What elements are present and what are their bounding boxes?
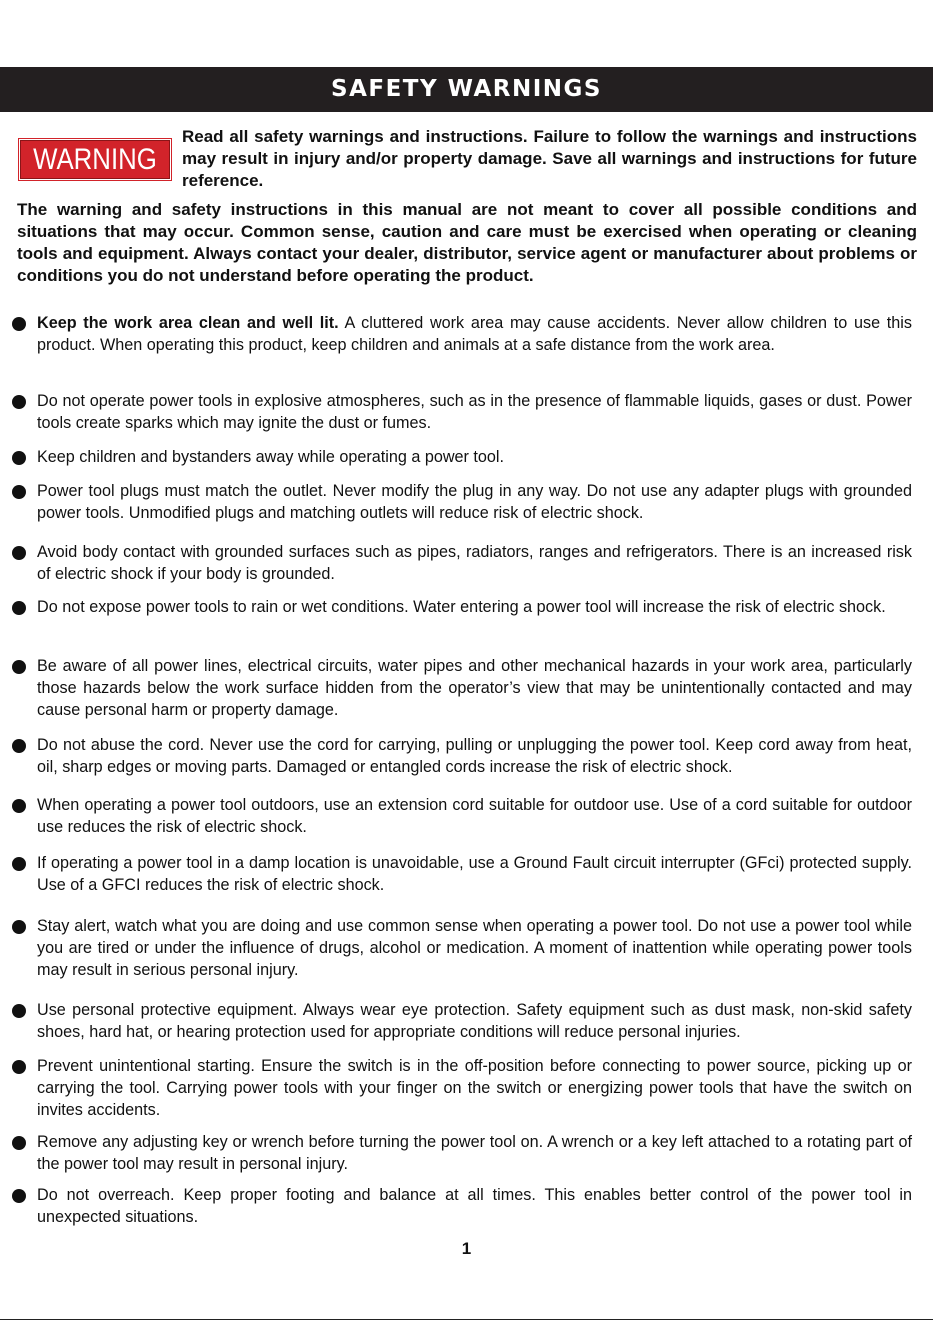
bullet-icon	[12, 739, 26, 753]
list-item-text	[37, 446, 912, 468]
list-item-body: Stay alert, watch what you are doing and use common sense when operating a power tool. Do not use a power tool while you are tired or under the influence of drugs, alcohol or medication. A moment of inattention while operating power tools may result in serious personal injury.	[37, 917, 912, 979]
list-item-body: When operating a power tool outdoors, use an extension cord suitable for outdoor use. Use of a cord suitable for outdoor use reduces the risk of electric shock.	[37, 796, 912, 836]
list-item-text	[37, 915, 912, 981]
list-item-body: Use personal protective equipment. Always wear eye protection. Safety equipment such as dust mask, non-skid safety shoes, hard hat, or hearing protection used for appropriate conditions will reduce personal injuries.	[37, 1001, 912, 1041]
list-item-text	[37, 596, 912, 618]
list-item-text	[37, 480, 912, 524]
list-item-body: Be aware of all power lines, electrical circuits, water pipes and other mechanical hazards in your work area, particularly those hazards below the work surface hidden from the operator’s view that may be unintentionally contacted and may cause personal harm or property damage.	[37, 657, 912, 719]
bullet-icon	[12, 317, 26, 331]
intro-text: Read all safety warnings and instructions. Failure to follow the warnings and instructions may result in injury and/or property damage. Save all warnings and instructions for future reference.	[182, 127, 917, 190]
list-item-body: Do not overreach. Keep proper footing and balance at all times. This enables better control of the power tool in unexpected situations.	[37, 1186, 912, 1226]
list-item-text	[37, 852, 912, 896]
page-number: 1	[461, 1239, 472, 1258]
list-item-lead: Keep the work area clean and well lit.	[37, 314, 339, 332]
list-item-text	[37, 655, 912, 721]
list-item-body: Prevent unintentional starting. Ensure the switch is in the off-position before connecting to power source, picking up or carrying the tool. Carrying power tools with your finger on the switch or energizing power tools that have the switch on invites accidents.	[37, 1057, 912, 1119]
bullet-icon	[12, 1060, 26, 1074]
list-item-text	[37, 1055, 912, 1121]
list-item-body: Do not expose power tools to rain or wet conditions. Water entering a power tool will increase the risk of electric shock.	[37, 598, 886, 616]
bullet-icon	[12, 1136, 26, 1150]
bullet-icon	[12, 1189, 26, 1203]
disclaimer-text: The warning and safety instructions in this manual are not meant to cover all possible conditions and situations that may occur. Common sense, caution and care must be exercised when operating or cleaning tools and equipment. Always contact your dealer, distributor, service agent or manufacturer about problems or conditions you do not understand before operating the product.	[17, 200, 917, 285]
list-item-text	[37, 794, 912, 838]
section-title: SAFETY WARNINGS	[331, 76, 602, 102]
warning-badge	[20, 140, 170, 179]
list-item-text	[37, 390, 912, 434]
bullet-icon	[12, 920, 26, 934]
bullet-icon	[12, 546, 26, 560]
bullet-icon	[12, 1004, 26, 1018]
list-item-text	[37, 541, 912, 585]
list-item-body: Remove any adjusting key or wrench before turning the power tool on. A wrench or a key left attached to a rotating part of the power tool may result in personal injury.	[37, 1133, 912, 1173]
bullet-icon	[12, 601, 26, 615]
list-item-text	[37, 312, 912, 356]
list-item-text	[37, 734, 912, 778]
bullet-icon	[12, 395, 26, 409]
list-item-body: If operating a power tool in a damp location is unavoidable, use a Ground Fault circuit interrupter (GFci) protected supply. Use of a GFCI reduces the risk of electric shock.	[37, 854, 912, 894]
list-item-text	[37, 1184, 912, 1228]
section-title-bar	[0, 67, 933, 112]
list-item-body: A cluttered work area may cause accidents. Never allow children to use this product. When operating this product, keep children and animals at a safe distance from the work area.	[37, 314, 912, 354]
warning-badge-label: WARNING	[33, 143, 157, 176]
list-item-body: Do not operate power tools in explosive atmospheres, such as in the presence of flammable liquids, gases or dust. Power tools create sparks which may ignite the dust or fumes.	[37, 392, 912, 432]
bullet-icon	[12, 660, 26, 674]
list-item-text	[37, 999, 912, 1043]
list-item-text	[37, 1131, 912, 1175]
bullet-icon	[12, 451, 26, 465]
list-item-body: Do not abuse the cord. Never use the cord for carrying, pulling or unplugging the power tool. Keep cord away from heat, oil, sharp edges or moving parts. Damaged or entangled cords increase the risk of electric shock.	[37, 736, 912, 776]
bullet-icon	[12, 857, 26, 871]
bottom-rule	[0, 1319, 933, 1320]
list-item-body: Power tool plugs must match the outlet. Never modify the plug in any way. Do not use any adapter plugs with grounded power tools. Unmodified plugs and matching outlets will reduce risk of electric shock.	[37, 482, 912, 522]
bullet-icon	[12, 799, 26, 813]
list-item-body: Keep children and bystanders away while operating a power tool.	[37, 448, 505, 466]
list-item-body: Avoid body contact with grounded surfaces such as pipes, radiators, ranges and refrigerators. There is an increased risk of electric shock if your body is grounded.	[37, 543, 912, 583]
bullet-icon	[12, 485, 26, 499]
